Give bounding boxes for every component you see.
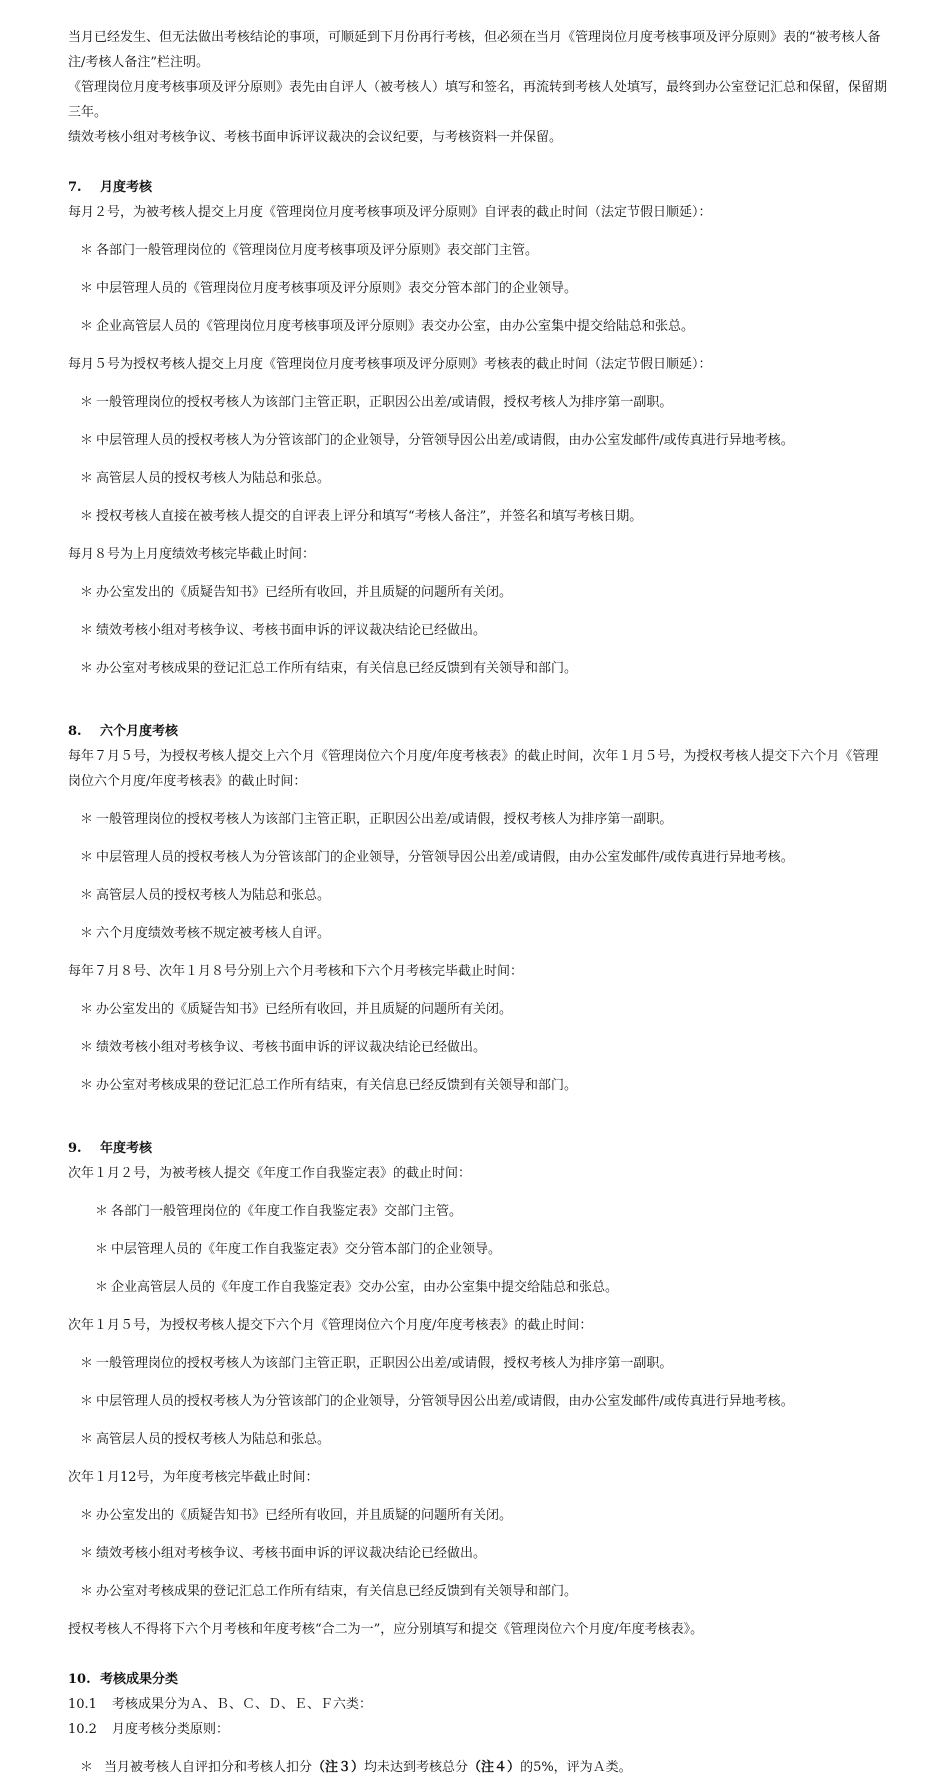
bullet-icon: ＊ (80, 585, 94, 600)
list-item: ＊ 绩效考核小组对考核争议、考核书面申诉的评议裁决结论已经做出。 (68, 1541, 890, 1566)
bullet-icon: ＊ (80, 1040, 94, 1055)
section-8-para-2: 每年７月８号、次年１月８号分别上六个月考核和下六个月考核完毕截止时间： (68, 964, 524, 979)
list-item: ＊ 办公室发出的《质疑告知书》已经所有收回，并且质疑的问题所有关闭。 (68, 580, 890, 605)
list-item: ＊ 办公室发出的《质疑告知书》已经所有收回，并且质疑的问题所有关闭。 (68, 997, 890, 1022)
section-8-para-1: 每年７月５号，为授权考核人提交上六个月《管理岗位六个月度/年度考核表》的截止时间，次年１月５号，为授权考核人提交下六个月《管理岗位六个月度/年度考核表》的截止时间： (68, 749, 879, 789)
bullet-icon: ＊ (80, 509, 94, 524)
list-item: ＊ 中层管理人员的授权考核人为分管该部门的企业领导，分管领导因公出差/或请假，由办公室发邮件/或传真进行异地考核。 (68, 428, 890, 453)
bullet-icon: ＊ (80, 319, 94, 334)
section-7-para-3: 每月８号为上月度绩效考核完毕截止时间： (68, 547, 316, 562)
list-item: ＊ 授权考核人直接在被考核人提交的自评表上评分和填写“考核人备注”，并签名和填写考核日期。 (68, 504, 890, 529)
bullet-icon: ＊ (80, 1432, 94, 1447)
section-title: 月度考核 (100, 180, 153, 195)
section-10-heading (68, 1667, 890, 1692)
section-9-para-1: 次年１月２号，为被考核人提交《年度工作自我鉴定表》的截止时间： (68, 1166, 472, 1181)
section-number: 10. (68, 1672, 91, 1687)
list-item: ＊ 当月被考核人自评扣分和考核人扣分（注３）均未达到考核总分（注４）的5%，评为Ａ类。 (68, 1755, 890, 1780)
list-item: ＊ 绩效考核小组对考核争议、考核书面申诉的评议裁决结论已经做出。 (68, 618, 890, 643)
list-item: ＊ 中层管理人员的《管理岗位月度考核事项及评分原则》表交分管本部门的企业领导。 (68, 276, 890, 301)
bullet-icon: ＊ (80, 1546, 94, 1561)
bullet-icon: ＊ (80, 1760, 94, 1775)
section-title: 六个月度考核 (100, 724, 179, 739)
list-item: ＊ 企业高管层人员的《管理岗位月度考核事项及评分原则》表交办公室，由办公室集中提交给陆总和张总。 (68, 314, 890, 339)
bullet-icon: ＊ (80, 395, 94, 410)
bullet-icon: ＊ (80, 433, 94, 448)
bullet-icon: ＊ (80, 1356, 94, 1371)
list-item: ＊ 企业高管层人员的《年度工作自我鉴定表》交办公室，由办公室集中提交给陆总和张总。 (68, 1275, 890, 1300)
list-item: ＊ 办公室对考核成果的登记汇总工作所有结束，有关信息已经反馈到有关领导和部门。 (68, 1073, 890, 1098)
section-8-heading (68, 719, 890, 744)
intro-paragraph-3: 绩效考核小组对考核争议、考核书面申诉评议裁决的会议纪要，与考核资料一并保留。 (68, 130, 563, 145)
note-ref: （注３） (312, 1760, 365, 1775)
section-number: 7. (68, 180, 82, 195)
bullet-icon: ＊ (95, 1280, 109, 1295)
list-item: ＊ 一般管理岗位的授权考核人为该部门主管正职，正职因公出差/或请假，授权考核人为排序第一副职。 (68, 390, 890, 415)
list-item: ＊ 高管层人员的授权考核人为陆总和张总。 (68, 883, 890, 908)
section-title: 年度考核 (100, 1141, 153, 1156)
note-ref: （注４） (468, 1760, 521, 1775)
bullet-icon: ＊ (80, 926, 94, 941)
list-item: ＊ 中层管理人员的授权考核人为分管该部门的企业领导，分管领导因公出差/或请假，由办公室发邮件/或传真进行异地考核。 (68, 1389, 890, 1414)
bullet-icon: ＊ (80, 1584, 94, 1599)
list-item: ＊ 一般管理岗位的授权考核人为该部门主管正职，正职因公出差/或请假，授权考核人为排序第一副职。 (68, 1351, 890, 1376)
list-item: ＊ 办公室对考核成果的登记汇总工作所有结束，有关信息已经反馈到有关领导和部门。 (68, 656, 890, 681)
bullet-icon: ＊ (80, 623, 94, 638)
list-item: ＊ 绩效考核小组对考核争议、考核书面申诉的评议裁决结论已经做出。 (68, 1035, 890, 1060)
clause-number: 10.1 (68, 1697, 97, 1712)
section-7-para-2: 每月５号为授权考核人提交上月度《管理岗位月度考核事项及评分原则》考核表的截止时间（法定节假日顺延）： (68, 357, 712, 372)
section-title: 考核成果分类 (100, 1672, 179, 1687)
list-item: ＊ 六个月度绩效考核不规定被考核人自评。 (68, 921, 890, 946)
bullet-icon: ＊ (80, 812, 94, 827)
section-number: 8. (68, 724, 82, 739)
list-item: ＊ 中层管理人员的授权考核人为分管该部门的企业领导，分管领导因公出差/或请假，由办公室发邮件/或传真进行异地考核。 (68, 845, 890, 870)
bullet-icon: ＊ (95, 1242, 109, 1257)
section-9-para-4: 授权考核人不得将下六个月考核和年度考核“合二为一”，应分别填写和提交《管理岗位六个月度/年度考核表》。 (68, 1622, 704, 1637)
section-10-1: 10.1 考核成果分为Ａ、Ｂ、Ｃ、Ｄ、Ｅ、Ｆ六类： (68, 1692, 890, 1717)
clause-number: 10.2 (68, 1722, 97, 1737)
list-item: ＊ 一般管理岗位的授权考核人为该部门主管正职，正职因公出差/或请假，授权考核人为排序第一副职。 (68, 807, 890, 832)
section-10-2: 10.2 月度考核分类原则： (68, 1717, 890, 1742)
bullet-icon: ＊ (80, 281, 94, 296)
list-item: ＊ 中层管理人员的《年度工作自我鉴定表》交分管本部门的企业领导。 (68, 1237, 890, 1262)
list-item: ＊ 各部门一般管理岗位的《管理岗位月度考核事项及评分原则》表交部门主管。 (68, 238, 890, 263)
intro-paragraph-1: 当月已经发生、但无法做出考核结论的事项，可顺延到下月份再行考核，但必须在当月《管理岗位月度考核事项及评分原则》表的“被考核人备注/考核人备注”栏注明。 (68, 30, 881, 70)
bullet-icon: ＊ (80, 243, 94, 258)
intro-paragraph-2: 《管理岗位月度考核事项及评分原则》表先由自评人（被考核人）填写和签名，再流转到考核人处填写，最终到办公室登记汇总和保留，保留期三年。 (68, 80, 888, 120)
list-item: ＊ 高管层人员的授权考核人为陆总和张总。 (68, 1427, 890, 1452)
section-7-para-1: 每月２号，为被考核人提交上月度《管理岗位月度考核事项及评分原则》自评表的截止时间（法定节假日顺延）： (68, 205, 712, 220)
bullet-icon: ＊ (80, 471, 94, 486)
bullet-icon: ＊ (80, 661, 94, 676)
section-9-para-3: 次年１月12号，为年度考核完毕截止时间： (68, 1470, 319, 1485)
list-item: ＊ 办公室对考核成果的登记汇总工作所有结束，有关信息已经反馈到有关领导和部门。 (68, 1579, 890, 1604)
bullet-icon: ＊ (95, 1204, 109, 1219)
section-number: 9. (68, 1141, 82, 1156)
bullet-icon: ＊ (80, 1394, 94, 1409)
list-item: ＊ 高管层人员的授权考核人为陆总和张总。 (68, 466, 890, 491)
bullet-icon: ＊ (80, 1002, 94, 1017)
bullet-icon: ＊ (80, 888, 94, 903)
list-item: ＊ 各部门一般管理岗位的《年度工作自我鉴定表》交部门主管。 (68, 1199, 890, 1224)
section-7-heading (68, 175, 890, 200)
section-9-heading (68, 1136, 890, 1161)
section-9-para-2: 次年１月５号，为授权考核人提交下六个月《管理岗位六个月度/年度考核表》的截止时间： (68, 1318, 593, 1333)
bullet-icon: ＊ (80, 1508, 94, 1523)
bullet-icon: ＊ (80, 850, 94, 865)
list-item: ＊ 办公室发出的《质疑告知书》已经所有收回，并且质疑的问题所有关闭。 (68, 1503, 890, 1528)
bullet-icon: ＊ (80, 1078, 94, 1093)
